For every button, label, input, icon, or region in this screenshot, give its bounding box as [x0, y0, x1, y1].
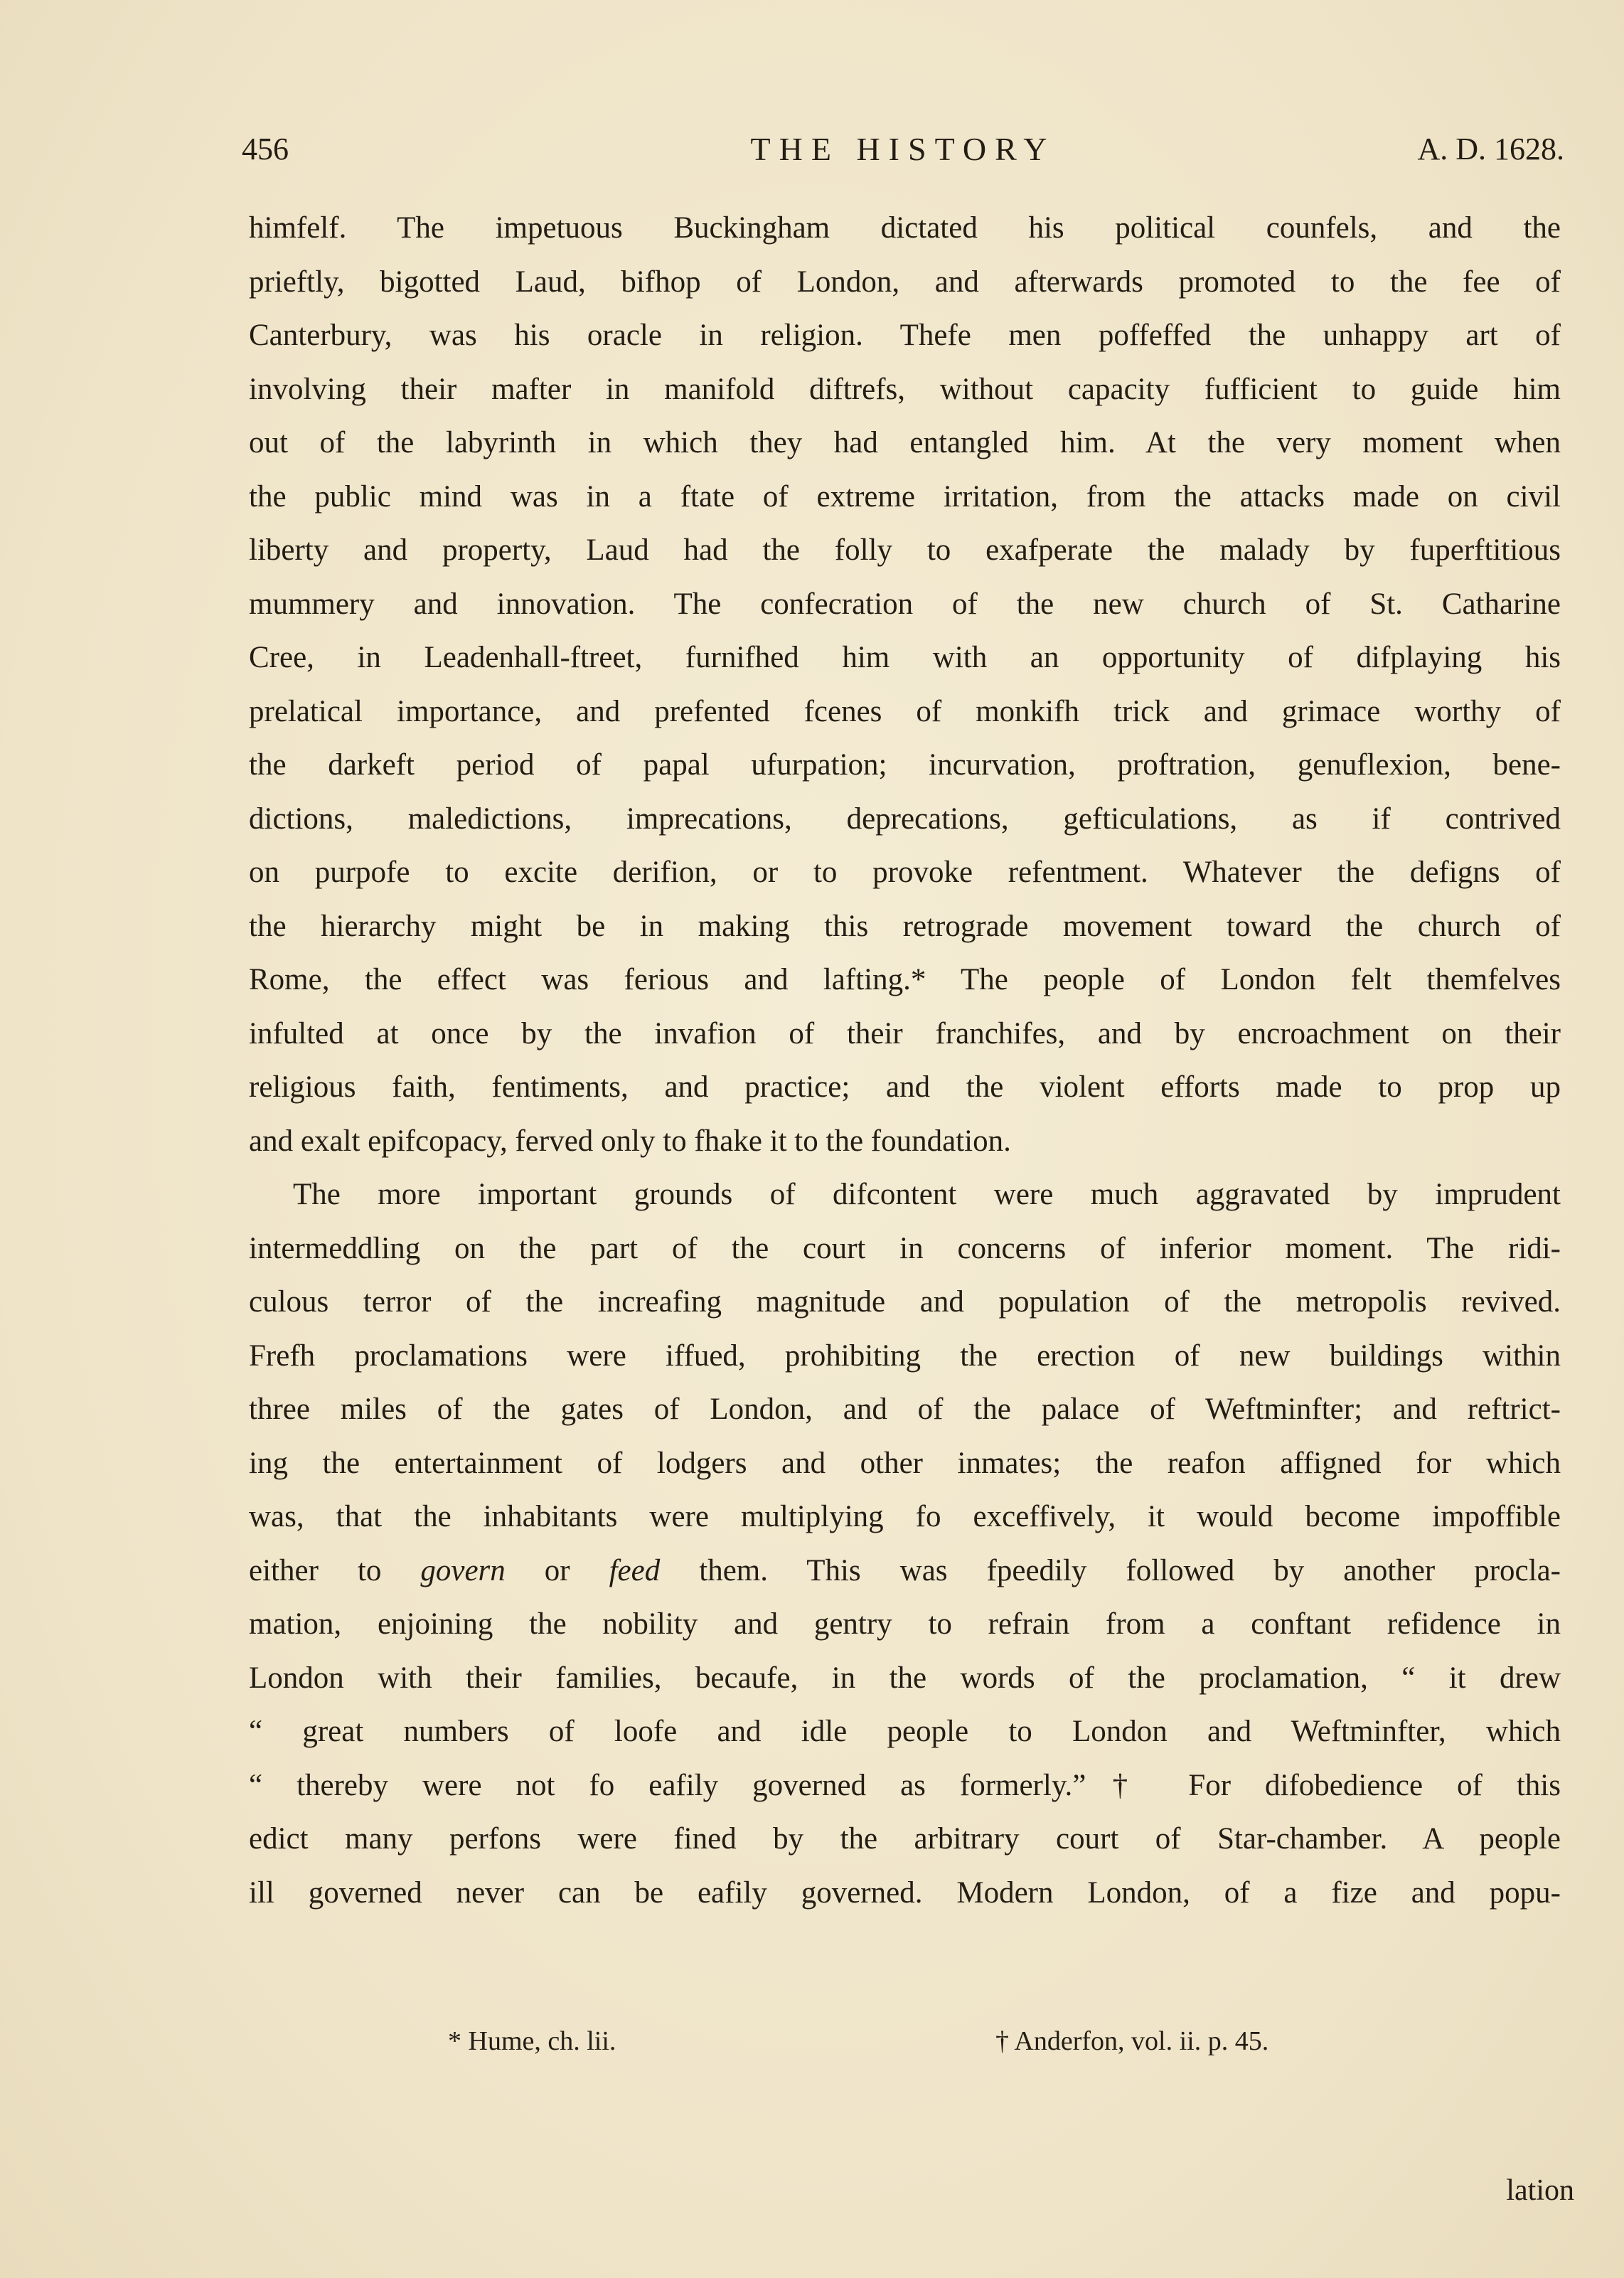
text-line: ing the entertainment of lodgers and other inmates; the reafon affigned for which: [249, 1446, 1561, 1480]
text-line: Canterbury, was his oracle in religion. Thefe men poffeffed the unhappy art of: [249, 319, 1561, 352]
text-line: himfelf. The impetuous Buckingham dictated his political counfels, and the: [249, 211, 1561, 245]
footnote-hume: * Hume, ch. lii.: [448, 2026, 616, 2056]
text-line: religious faith, fentiments, and practice; and the violent efforts made to prop up: [249, 1070, 1561, 1104]
text-line: the darkeft period of papal ufurpation; incurvation, proftration, genuflexion, bene-: [249, 748, 1561, 782]
text-line: and exalt epifcopacy, ferved only to fhake it to the foundation.: [249, 1124, 1011, 1158]
text-line: was, that the inhabitants were multiplying fo exceffively, it would become impoffible: [249, 1500, 1561, 1533]
text-line: Frefh proclamations were iffued, prohibiting the erection of new buildings within: [249, 1338, 1561, 1373]
page-number: 456: [242, 132, 289, 166]
text-line: prieftly, bigotted Laud, bifhop of London, and afterwards promoted to the fee of: [249, 265, 1561, 299]
text-line: three miles of the gates of London, and of the palace of Weftminfter; and reftrict-: [249, 1393, 1561, 1426]
text-line: prelatical importance, and prefented fcenes of monkifh trick and grimace worthy of: [249, 694, 1561, 728]
text-line-with-italics: [249, 1544, 1561, 1598]
text-line: culous terror of the increafing magnitude and population of the metropolis revived.: [249, 1285, 1561, 1319]
text-line: dictions, maledictions, imprecations, deprecations, gefticulations, as if contrived: [249, 802, 1561, 836]
italic-word-govern: govern: [420, 1553, 506, 1587]
paragraph-2: [249, 1168, 1561, 1920]
text-line: “ thereby were not fo eafily governed as formerly.”† For difobedience of this: [249, 1768, 1561, 1802]
text-line: Rome, the effect was ferious and lafting.* The people of London felt themfelves: [249, 963, 1561, 996]
text-segment: either to: [249, 1553, 421, 1587]
text-line: London with their families, becaufe, in the words of the proclamation, “ it drew: [249, 1661, 1561, 1695]
running-head: [242, 124, 1564, 174]
body-text: [249, 201, 1561, 1920]
text-line: The more important grounds of difcontent were much aggravated by imprudent: [293, 1178, 1561, 1211]
text-line: infulted at once by the invafion of their franchifes, and by encroachment on their: [249, 1016, 1561, 1050]
text-line: liberty and property, Laud had the folly to exafperate the malady by fuperftitious: [249, 533, 1561, 567]
text-line: mummery and innovation. The confecration of the new church of St. Catharine: [249, 587, 1561, 621]
text-line: on purpofe to excite derifion, or to provoke refentment. Whatever the defigns of: [249, 856, 1561, 889]
footnotes: [242, 2020, 1564, 2063]
catchword: lation: [1506, 2174, 1574, 2207]
text-segment: or: [505, 1553, 609, 1587]
text-line: edict many perfons were fined by the arbitrary court of Star-chamber. A people: [249, 1822, 1561, 1856]
text-line: ill governed never can be eafily governed. Modern London, of a fize and popu-: [249, 1875, 1561, 1910]
italic-word-feed: feed: [609, 1553, 661, 1587]
text-line: “ great numbers of loofe and idle people to London and Weftminfter, which: [249, 1715, 1561, 1748]
text-line: mation, enjoining the nobility and gentry to refrain from a conftant refidence in: [249, 1607, 1561, 1641]
text-line: the hierarchy might be in making this retrograde movement toward the church of: [249, 909, 1561, 943]
text-line: intermeddling on the part of the court in concerns of inferior moment. The ridi-: [249, 1231, 1561, 1265]
text-line: out of the labyrinth in which they had entangled him. At the very moment when: [249, 426, 1561, 459]
paragraph-1: [249, 201, 1561, 1168]
text-segment: them. This was fpeedily followed by another procla-: [660, 1553, 1561, 1587]
footnote-anderson: † Anderfon, vol. ii. p. 45.: [995, 2026, 1269, 2056]
year-marker: A. D. 1628.: [1417, 132, 1564, 166]
text-line: Cree, in Leadenhall-ftreet, furnifhed him with an opportunity of difplaying his: [249, 641, 1561, 674]
running-title: THE HISTORY: [750, 131, 1056, 167]
text-line: the public mind was in a ftate of extreme irritation, from the attacks made on civil: [249, 479, 1561, 513]
text-line: involving their mafter in manifold diftrefs, without capacity fufficient to guide him: [249, 372, 1561, 406]
